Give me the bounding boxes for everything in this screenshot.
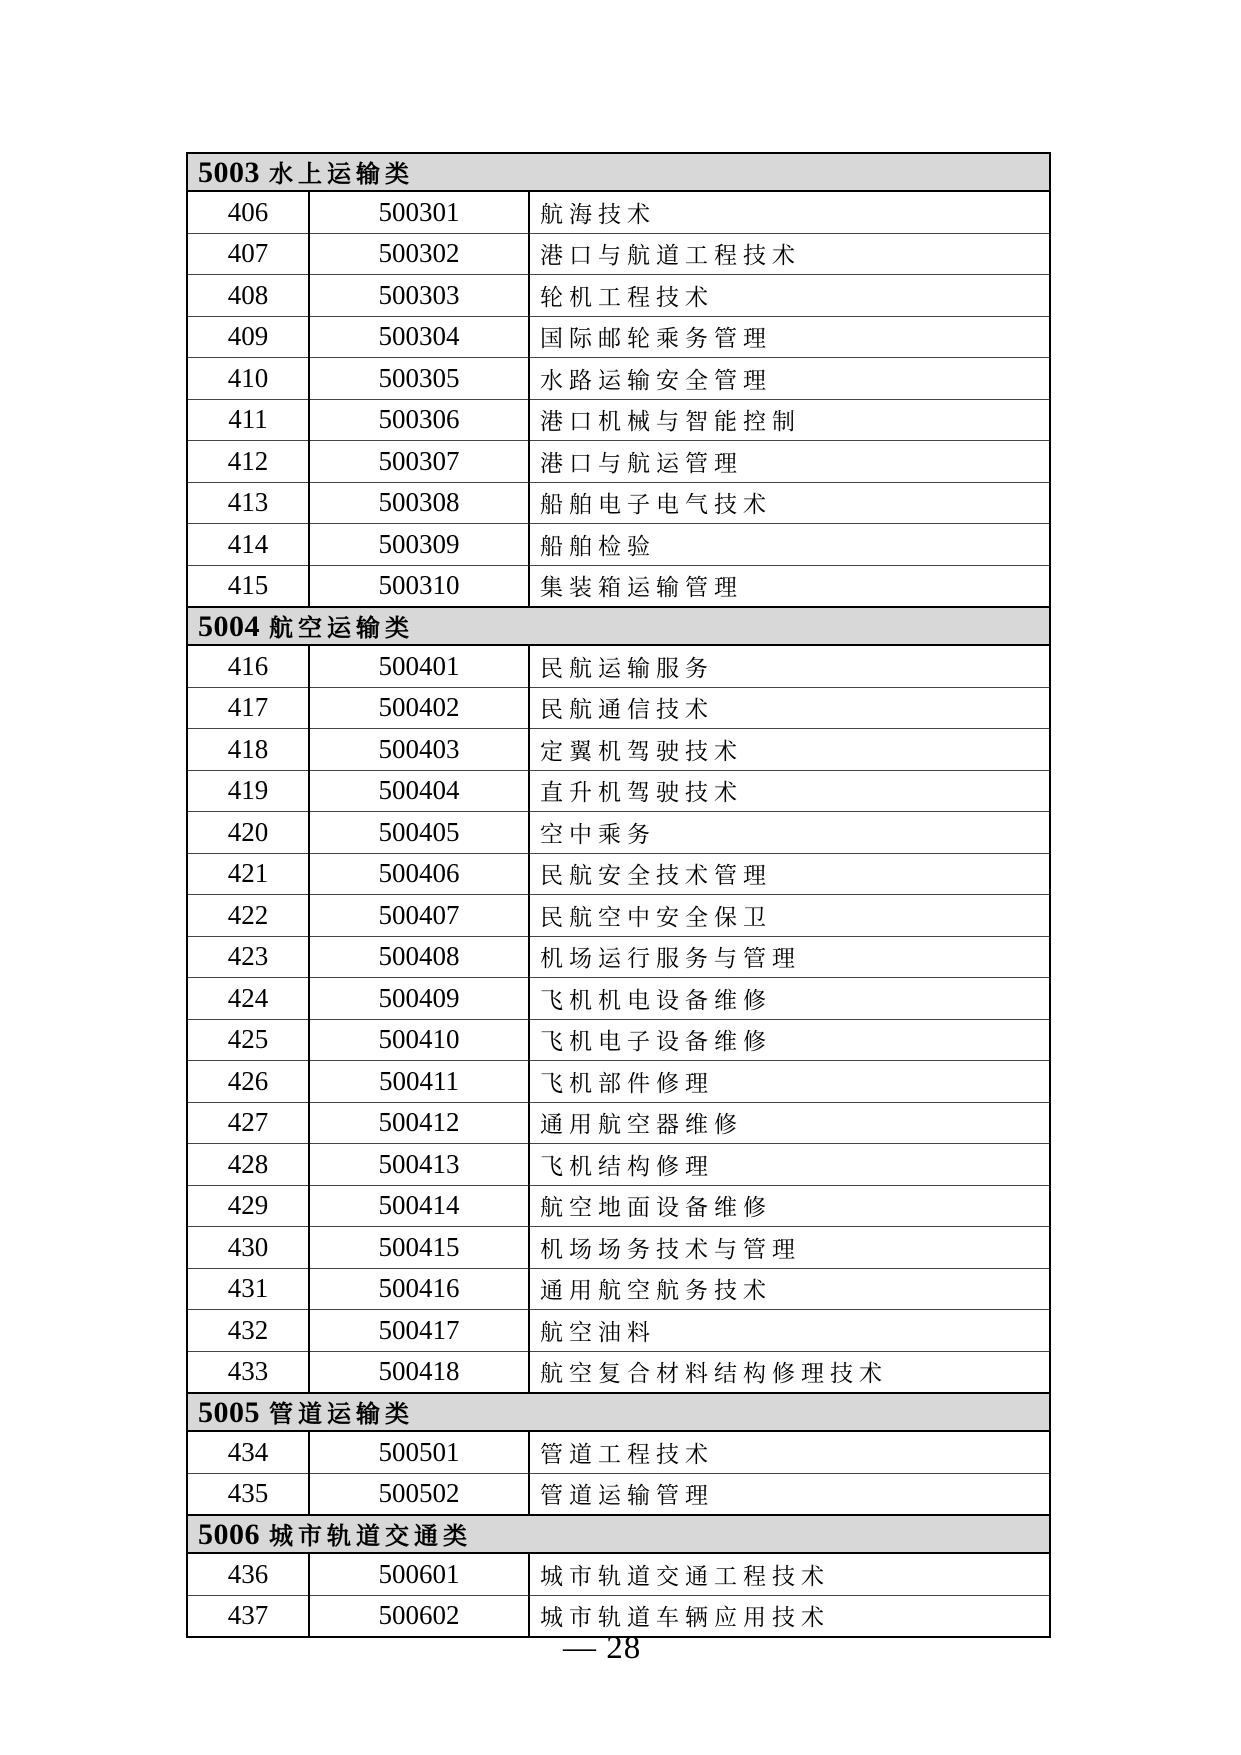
table-row <box>187 729 1050 771</box>
major-code-cell: 500602 <box>309 1595 529 1637</box>
major-name-cell: 机场场务技术与管理 <box>529 1227 1050 1269</box>
major-name-cell: 通用航空航务技术 <box>529 1268 1050 1310</box>
section-header-cell <box>187 607 1050 645</box>
table-row <box>187 316 1050 358</box>
section-header-cell <box>187 1515 1050 1553</box>
table-row <box>187 1185 1050 1227</box>
table-row <box>187 399 1050 441</box>
sequence-number-cell: 420 <box>187 812 309 854</box>
table-row <box>187 1061 1050 1103</box>
sequence-number-cell: 413 <box>187 482 309 524</box>
major-code-cell: 500306 <box>309 399 529 441</box>
major-code-cell: 500417 <box>309 1310 529 1352</box>
section-header-cell <box>187 1393 1050 1431</box>
table-row <box>187 1268 1050 1310</box>
sequence-number-cell: 415 <box>187 565 309 607</box>
major-code-cell: 500413 <box>309 1144 529 1186</box>
table-row <box>187 770 1050 812</box>
section-header-row <box>187 153 1050 191</box>
major-name-cell: 航空地面设备维修 <box>529 1185 1050 1227</box>
sequence-number-cell: 435 <box>187 1473 309 1515</box>
sequence-number-cell: 416 <box>187 645 309 687</box>
major-name-cell: 飞机机电设备维修 <box>529 978 1050 1020</box>
major-code-cell: 500601 <box>309 1553 529 1595</box>
sequence-number-cell: 412 <box>187 441 309 483</box>
table-row <box>187 1102 1050 1144</box>
section-code: 5005 <box>198 1396 260 1429</box>
sequence-number-cell: 424 <box>187 978 309 1020</box>
major-code-cell: 500416 <box>309 1268 529 1310</box>
table-row <box>187 1351 1050 1393</box>
section-code: 5003 <box>198 156 260 189</box>
major-code-cell: 500403 <box>309 729 529 771</box>
major-code-cell: 500305 <box>309 358 529 400</box>
table-row <box>187 687 1050 729</box>
major-code-cell: 500407 <box>309 895 529 937</box>
sequence-number-cell: 422 <box>187 895 309 937</box>
major-code-cell: 500411 <box>309 1061 529 1103</box>
table-row <box>187 524 1050 566</box>
section-category-label: 管道运输类 <box>269 1402 414 1428</box>
section-header-cell <box>187 153 1050 191</box>
sequence-number-cell: 437 <box>187 1595 309 1637</box>
major-code-cell: 500408 <box>309 936 529 978</box>
major-code-cell: 500308 <box>309 482 529 524</box>
page-number: — 28 <box>563 1630 642 1666</box>
table-row <box>187 1144 1050 1186</box>
major-code-cell: 500410 <box>309 1019 529 1061</box>
major-code-cell: 500404 <box>309 770 529 812</box>
sequence-number-cell: 428 <box>187 1144 309 1186</box>
major-name-cell: 集装箱运输管理 <box>529 565 1050 607</box>
major-name-cell: 直升机驾驶技术 <box>529 770 1050 812</box>
table-row <box>187 1227 1050 1269</box>
major-name-cell: 民航空中安全保卫 <box>529 895 1050 937</box>
major-name-cell: 水路运输安全管理 <box>529 358 1050 400</box>
major-name-cell: 城市轨道车辆应用技术 <box>529 1595 1050 1637</box>
sequence-number-cell: 419 <box>187 770 309 812</box>
major-name-cell: 民航运输服务 <box>529 645 1050 687</box>
major-name-cell: 飞机部件修理 <box>529 1061 1050 1103</box>
major-name-cell: 民航安全技术管理 <box>529 853 1050 895</box>
table-row <box>187 191 1050 233</box>
section-header-row <box>187 1515 1050 1553</box>
table-row <box>187 233 1050 275</box>
major-name-cell: 航空油料 <box>529 1310 1050 1352</box>
sequence-number-cell: 425 <box>187 1019 309 1061</box>
sequence-number-cell: 426 <box>187 1061 309 1103</box>
section-category-label: 航空运输类 <box>269 616 414 642</box>
table-row <box>187 1431 1050 1473</box>
sequence-number-cell: 429 <box>187 1185 309 1227</box>
major-code-cell: 500310 <box>309 565 529 607</box>
sequence-number-cell: 407 <box>187 233 309 275</box>
major-name-cell: 管道工程技术 <box>529 1431 1050 1473</box>
major-name-cell: 航空复合材料结构修理技术 <box>529 1351 1050 1393</box>
major-code-cell: 500302 <box>309 233 529 275</box>
table-row <box>187 1473 1050 1515</box>
major-catalog-table <box>186 152 1051 1638</box>
table-row <box>187 936 1050 978</box>
major-name-cell: 管道运输管理 <box>529 1473 1050 1515</box>
section-category-label: 水上运输类 <box>269 162 414 188</box>
major-code-cell: 500502 <box>309 1473 529 1515</box>
sequence-number-cell: 431 <box>187 1268 309 1310</box>
major-code-cell: 500412 <box>309 1102 529 1144</box>
sequence-number-cell: 414 <box>187 524 309 566</box>
table-row <box>187 895 1050 937</box>
section-header-row <box>187 1393 1050 1431</box>
sequence-number-cell: 410 <box>187 358 309 400</box>
major-name-cell: 航海技术 <box>529 191 1050 233</box>
major-name-cell: 通用航空器维修 <box>529 1102 1050 1144</box>
major-name-cell: 飞机电子设备维修 <box>529 1019 1050 1061</box>
section-code: 5004 <box>198 610 260 643</box>
table-row <box>187 1019 1050 1061</box>
major-name-cell: 港口与航道工程技术 <box>529 233 1050 275</box>
major-code-cell: 500405 <box>309 812 529 854</box>
table-row <box>187 358 1050 400</box>
major-code-cell: 500304 <box>309 316 529 358</box>
major-name-cell: 定翼机驾驶技术 <box>529 729 1050 771</box>
sequence-number-cell: 434 <box>187 1431 309 1473</box>
sequence-number-cell: 406 <box>187 191 309 233</box>
major-name-cell: 城市轨道交通工程技术 <box>529 1553 1050 1595</box>
sequence-number-cell: 432 <box>187 1310 309 1352</box>
major-code-cell: 500415 <box>309 1227 529 1269</box>
major-code-cell: 500418 <box>309 1351 529 1393</box>
major-name-cell: 港口机械与智能控制 <box>529 399 1050 441</box>
major-name-cell: 轮机工程技术 <box>529 275 1050 317</box>
major-code-cell: 500501 <box>309 1431 529 1473</box>
major-name-cell: 机场运行服务与管理 <box>529 936 1050 978</box>
major-code-cell: 500414 <box>309 1185 529 1227</box>
major-name-cell: 船舶电子电气技术 <box>529 482 1050 524</box>
major-name-cell: 国际邮轮乘务管理 <box>529 316 1050 358</box>
table-row <box>187 275 1050 317</box>
table-row <box>187 645 1050 687</box>
sequence-number-cell: 423 <box>187 936 309 978</box>
table-row <box>187 1553 1050 1595</box>
major-code-cell: 500309 <box>309 524 529 566</box>
major-name-cell: 空中乘务 <box>529 812 1050 854</box>
catalog-table-body <box>187 153 1050 1637</box>
sequence-number-cell: 421 <box>187 853 309 895</box>
table-row <box>187 1310 1050 1352</box>
major-code-cell: 500303 <box>309 275 529 317</box>
major-name-cell: 民航通信技术 <box>529 687 1050 729</box>
major-code-cell: 500401 <box>309 645 529 687</box>
section-code: 5006 <box>198 1518 260 1551</box>
sequence-number-cell: 433 <box>187 1351 309 1393</box>
table-row <box>187 565 1050 607</box>
major-name-cell: 港口与航运管理 <box>529 441 1050 483</box>
major-code-cell: 500307 <box>309 441 529 483</box>
sequence-number-cell: 436 <box>187 1553 309 1595</box>
table-row <box>187 812 1050 854</box>
sequence-number-cell: 408 <box>187 275 309 317</box>
sequence-number-cell: 418 <box>187 729 309 771</box>
major-code-cell: 500301 <box>309 191 529 233</box>
table-row <box>187 441 1050 483</box>
major-code-cell: 500406 <box>309 853 529 895</box>
major-code-cell: 500402 <box>309 687 529 729</box>
section-category-label: 城市轨道交通类 <box>269 1524 472 1550</box>
major-name-cell: 船舶检验 <box>529 524 1050 566</box>
sequence-number-cell: 411 <box>187 399 309 441</box>
sequence-number-cell: 430 <box>187 1227 309 1269</box>
major-name-cell: 飞机结构修理 <box>529 1144 1050 1186</box>
section-header-row <box>187 607 1050 645</box>
table-row <box>187 978 1050 1020</box>
sequence-number-cell: 417 <box>187 687 309 729</box>
major-code-cell: 500409 <box>309 978 529 1020</box>
table-row <box>187 482 1050 524</box>
sequence-number-cell: 427 <box>187 1102 309 1144</box>
sequence-number-cell: 409 <box>187 316 309 358</box>
table-row <box>187 853 1050 895</box>
